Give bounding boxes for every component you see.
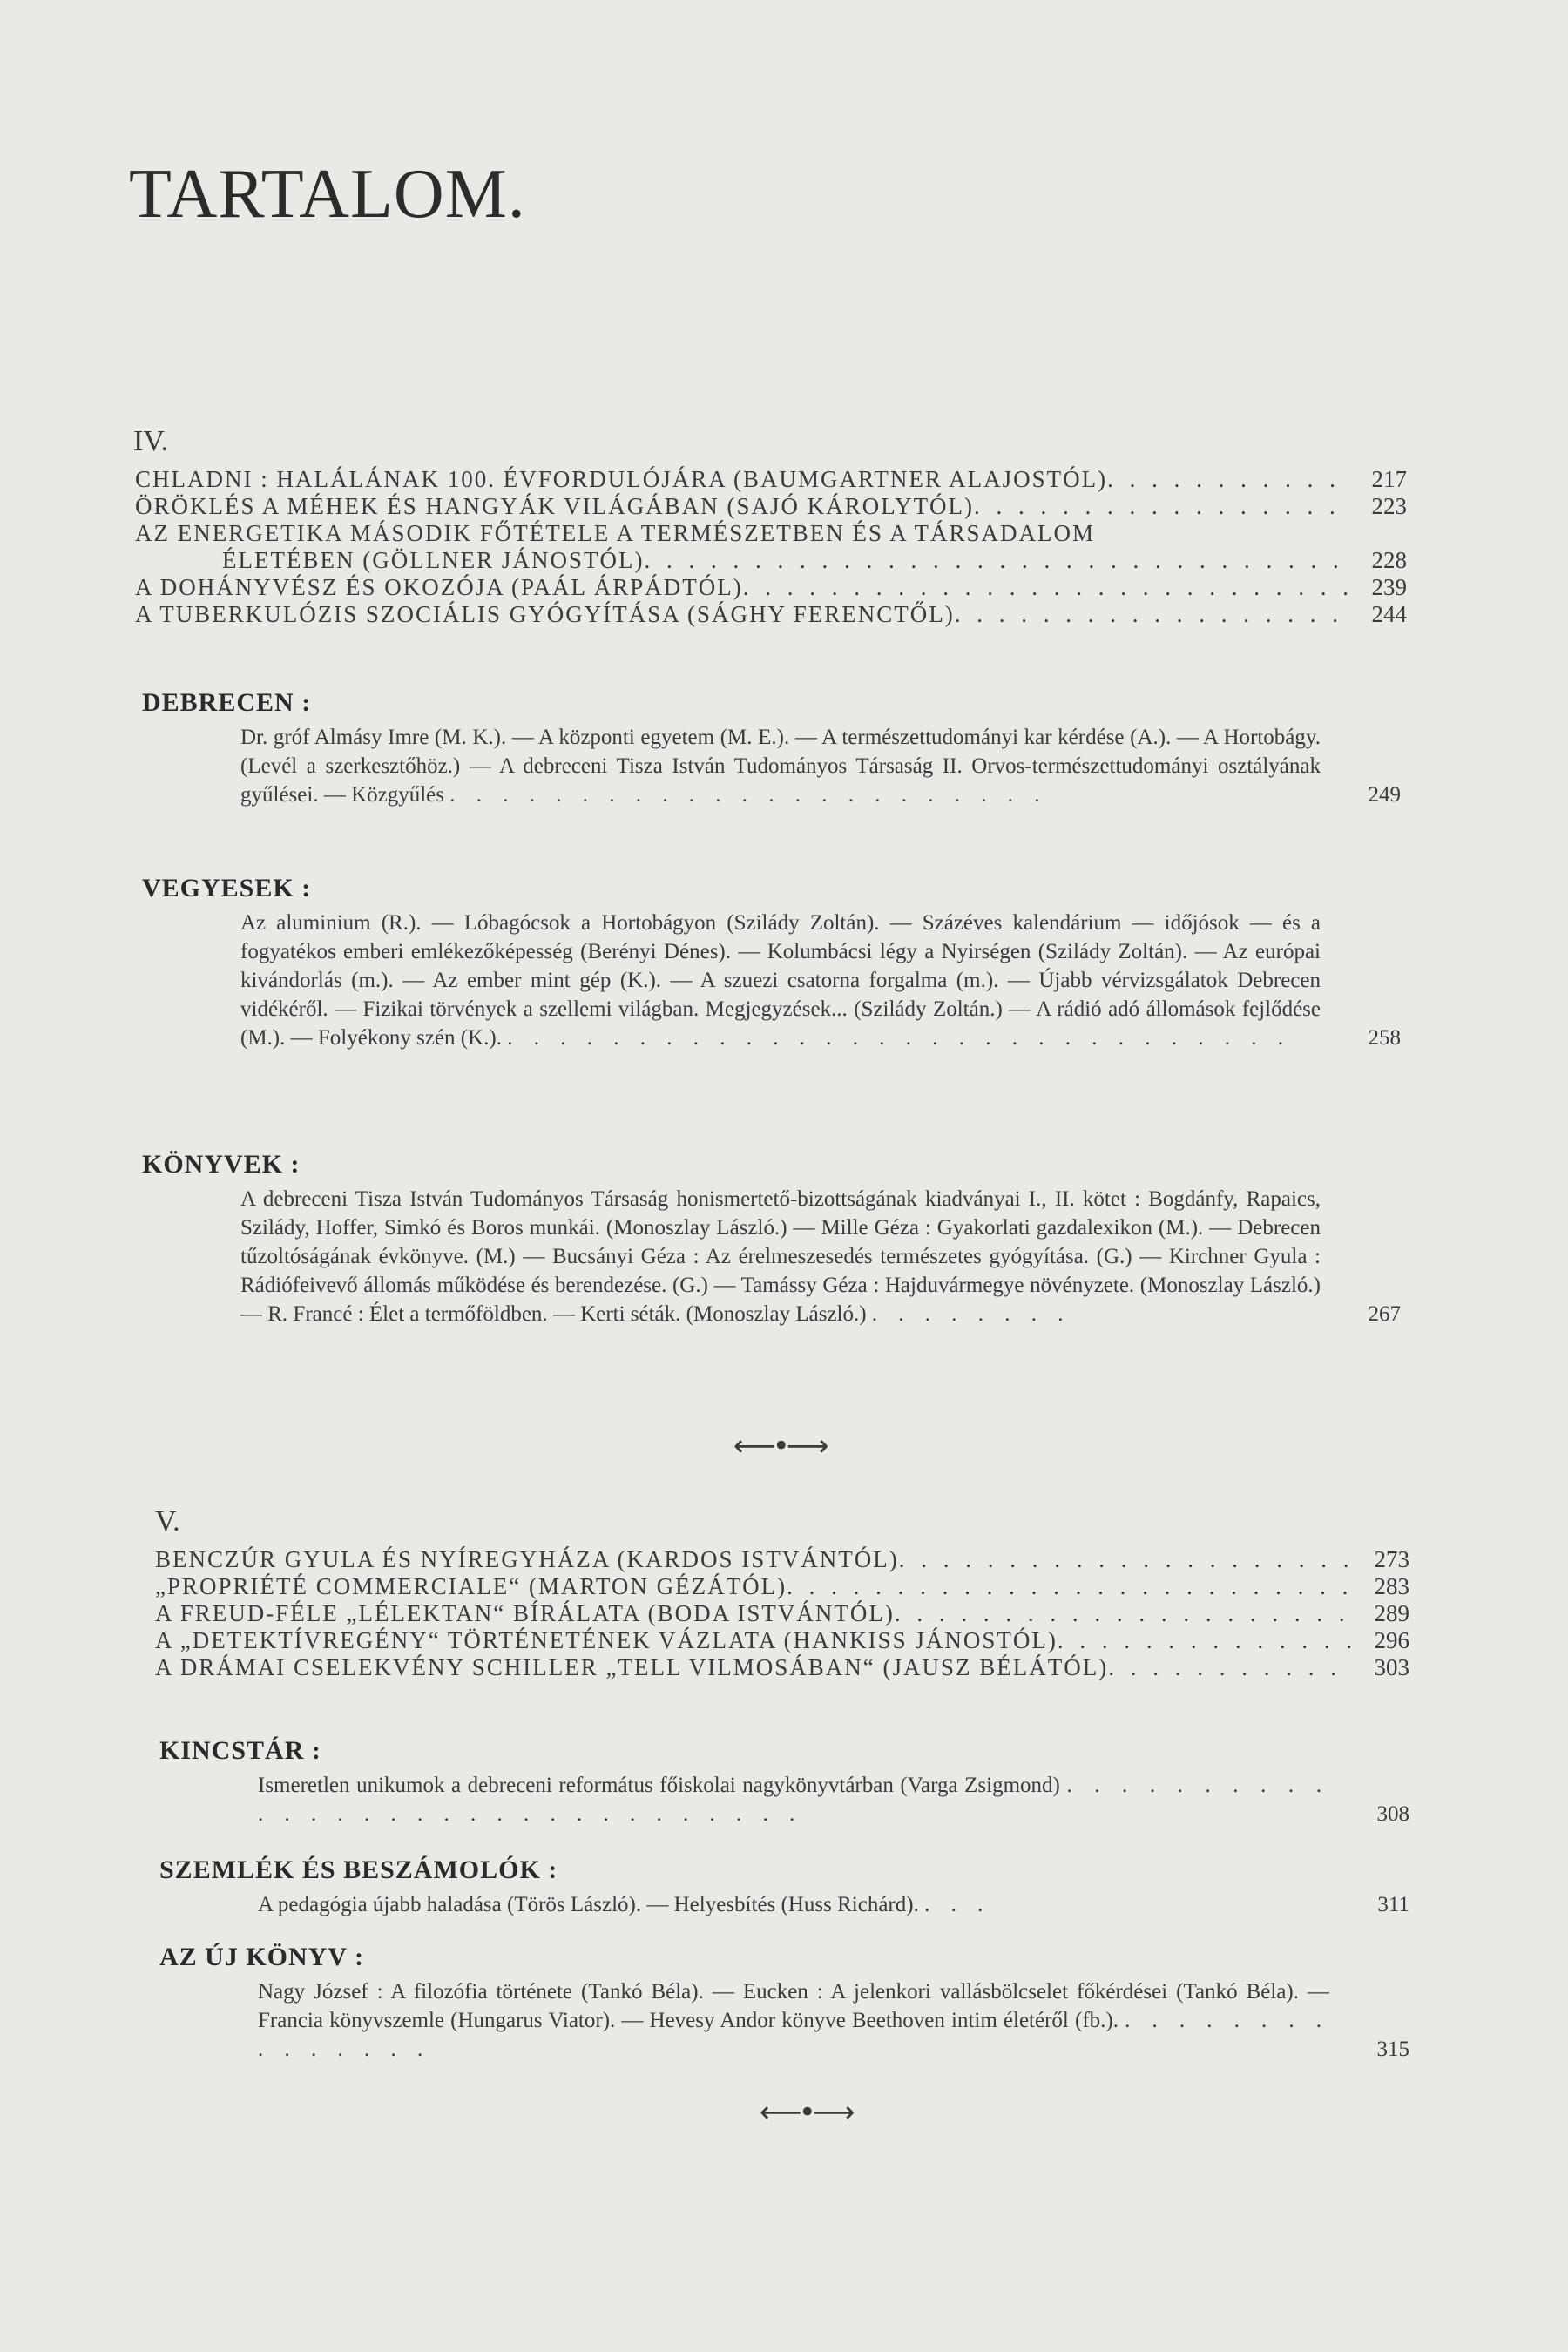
toc-entry-title: A DRÁMAI CSELEKVÉNY SCHILLER „TELL VILMOSÁBAN“ (JAUSZ BÉLÁTÓL) — [155, 1654, 1109, 1680]
toc-entry[interactable] — [135, 466, 1407, 493]
leader-dots: . . . . . . . . . . . . . . . . . . . . . . . . . . . . . . . — [258, 1774, 1329, 1826]
toc-entry-title: CHLADNI : HALÁLÁNAK 100. ÉVFORDULÓJÁRA (BAUMGARTNER ALAJOSTÓL) — [135, 466, 1108, 492]
toc-entry-title: BENCZÚR GYULA ÉS NYÍREGYHÁZA (KARDOS ISTVÁNTÓL) — [155, 1546, 899, 1572]
leader-dots — [1107, 466, 1351, 493]
toc-entry[interactable] — [155, 1600, 1409, 1627]
ornament-divider: ⟵•⟶ — [733, 1429, 826, 1463]
section-page: 258 — [1368, 1026, 1401, 1050]
section-text: Az aluminium (R.). — Lóbagócsok a Hortobágyon (Szilády Zoltán). — Százéves kalendárium — időjósok — és a fogyatékos emberi emlékezőképesség (Berényi Dénes). — Kolumbácsi légy a Nyirségen (Szilády Zoltán). — Az európai kivándorlás (m.). — Az ember mint gép (K.). — A szuezi csatorna forgalma (m.). — Újabb vérvizsgálatok Debrecen vidékéről. — Fizikai törvények a szellemi világban. Megjegyzések... (Szilády Zoltán.) — A rádió adó állomások fejlődése (M.). — Folyékony szén (K.). — [240, 911, 1321, 1050]
leader-dots — [955, 601, 1351, 628]
section-text: Dr. gróf Almásy Imre (M. K.). — A központi egyetem (M. E.). — A természettudományi kar kérdése (A.). — A Hortobágy. (Levél a szerkesztőhöz.) — A debreceni Tisza István Tudományos Társaság II. Orvos-természettudományi osztályának gyűlései. — Közgyűlés — [240, 726, 1321, 807]
toc-entry[interactable] — [155, 1627, 1409, 1654]
section-konyvek — [142, 1150, 1401, 1328]
section-title: SZEMLÉK ÉS BESZÁMOLÓK : — [159, 1855, 558, 1884]
part-v-article-list — [155, 1546, 1409, 1681]
toc-entry[interactable] — [135, 574, 1407, 601]
section-entries[interactable] — [164, 1890, 1409, 1919]
section-entries[interactable] — [146, 723, 1401, 809]
toc-entry-title: A TUBERKULÓZIS SZOCIÁLIS GYÓGYÍTÁSA (SÁGHY FERENCTŐL) — [135, 601, 955, 627]
leader-dots — [895, 1600, 1354, 1627]
toc-entry-title: ÖRÖKLÉS A MÉHEK ÉS HANGYÁK VILÁGÁBAN (SAJÓ KÁROLYTÓL) — [135, 493, 975, 519]
leader-dots: . . . — [924, 1893, 991, 1916]
toc-entry-page: 296 — [1374, 1627, 1409, 1653]
toc-entry-page: 303 — [1374, 1654, 1409, 1680]
section-text: A debreceni Tisza István Tudományos Társaság honismertető-bizottságának kiadványai I., II. kötet : Bogdánfy, Rapaics, Szilády, Hoffer, Simkó és Boros munkái. (Monoszlay László.) — Mille Géza : Gyakorlati gazdalexikon (M.). — Debrecen tűzoltóságának évkönyve. (M.) — Bucsányi Géza : Az érelmeszesedés természetes gyógyítása. (G.) — Kirchner Gyula : Rádiófeivevő állomás működése és berendezése. (G.) — Tamássy Géza : Hajduvármegye növényzete. (Monoszlay László.) — R. Francé : Élet a termőföldben. — Kerti séták. (Monoszlay László.) — [240, 1187, 1321, 1326]
leader-dots — [1108, 1654, 1354, 1681]
section-szemlek — [159, 1855, 1409, 1919]
leader-dots: . . . . . . . . . . . . . . . — [258, 2009, 1330, 2061]
toc-entry-page: 217 — [1371, 466, 1407, 492]
part-iv-label: IV. — [133, 425, 168, 457]
toc-entry-page: 283 — [1374, 1573, 1409, 1599]
section-debrecen — [142, 688, 1401, 809]
toc-entry[interactable] — [155, 1654, 1409, 1681]
section-title: KINCSTÁR : — [159, 1736, 321, 1765]
leader-dots — [644, 547, 1351, 574]
toc-entry-page: 244 — [1371, 601, 1407, 627]
section-page: 308 — [1376, 1802, 1409, 1826]
section-text: Nagy József : A filozófia története (Tankó Béla). — Eucken : A jelenkori vallásbölcselet főkérdései (Tankó Béla). — Francia könyvszemle (Hungarus Viator). — Hevesy Andor könyve Beethoven intim életéről (fb.). — [258, 1980, 1329, 2032]
section-az-uj-konyv — [159, 1943, 1409, 2064]
toc-entry[interactable] — [135, 547, 1407, 574]
section-kincstar — [159, 1736, 1409, 1828]
section-entries[interactable] — [164, 1977, 1409, 2064]
part-v-label: V. — [155, 1505, 180, 1538]
section-text: Ismeretlen unikumok a debreceni református főiskolai nagykönyvtárban (Varga Zsigmond) — [258, 1774, 1060, 1797]
toc-entry-title: „PROPRIÉTÉ COMMERCIALE“ (MARTON GÉZÁTÓL) — [155, 1573, 787, 1599]
toc-entry-title: A „DETEKTÍVREGÉNY“ TÖRTÉNETÉNEK VÁZLATA (HANKISS JÁNOSTÓL) — [155, 1627, 1058, 1653]
toc-entry-page: 239 — [1371, 574, 1407, 600]
section-entries[interactable] — [164, 1771, 1409, 1828]
section-entries[interactable] — [146, 909, 1401, 1052]
toc-entry-title: ÉLETÉBEN (GÖLLNER JÁNOSTÓL) — [222, 547, 645, 573]
section-page: 311 — [1377, 1893, 1409, 1916]
leader-dots — [1058, 1627, 1354, 1654]
toc-entry-title: A FREUD-FÉLE „LÉLEKTAN“ BÍRÁLATA (BODA ISTVÁNTÓL) — [155, 1600, 895, 1626]
section-title: VEGYESEK : — [142, 874, 312, 902]
section-page: 315 — [1376, 2038, 1409, 2061]
page-title: TARTALOM. — [129, 156, 526, 233]
toc-entry[interactable] — [135, 493, 1407, 520]
leader-dots: . . . . . . . . . . . . . . . . . . . . . . . — [449, 783, 1048, 807]
section-vegyesek — [142, 874, 1401, 1052]
toc-entry-page: 228 — [1371, 547, 1407, 573]
part-iv-article-list — [135, 466, 1407, 628]
section-entries[interactable] — [146, 1185, 1401, 1328]
ornament-divider: ⟵•⟶ — [760, 2095, 852, 2130]
leader-dots — [743, 574, 1351, 601]
toc-entry-page: 273 — [1374, 1546, 1409, 1572]
toc-entry[interactable] — [135, 601, 1407, 628]
toc-entry[interactable] — [155, 1573, 1409, 1600]
toc-entry-title: AZ ENERGETIKA MÁSODIK FŐTÉTELE A TERMÉSZETBEN ÉS A TÁRSADALOM — [135, 520, 1096, 546]
section-page: 249 — [1368, 783, 1401, 807]
section-title: DEBRECEN : — [142, 688, 312, 717]
leader-dots: . . . . . . . . — [871, 1302, 1071, 1326]
toc-entry-page: 223 — [1371, 493, 1407, 519]
section-title: AZ ÚJ KÖNYV : — [159, 1943, 364, 1971]
leader-dots: . . . . . . . . . . . . . . . . . . . . . . . . . . . . . . — [507, 1026, 1291, 1050]
leader-dots — [787, 1573, 1354, 1600]
section-text: A pedagógia újabb haladása (Törös László). — Helyesbítés (Huss Richárd). — [258, 1893, 919, 1916]
toc-entry-page: 289 — [1374, 1600, 1409, 1626]
toc-entry[interactable] — [135, 520, 1407, 547]
toc-entry-title: A DOHÁNYVÉSZ ÉS OKOZÓJA (PAÁL ÁRPÁDTÓL) — [135, 574, 743, 600]
section-title: KÖNYVEK : — [142, 1150, 301, 1179]
leader-dots — [974, 493, 1351, 520]
section-page: 267 — [1368, 1302, 1401, 1326]
toc-entry[interactable] — [155, 1546, 1409, 1573]
leader-dots — [899, 1546, 1354, 1573]
